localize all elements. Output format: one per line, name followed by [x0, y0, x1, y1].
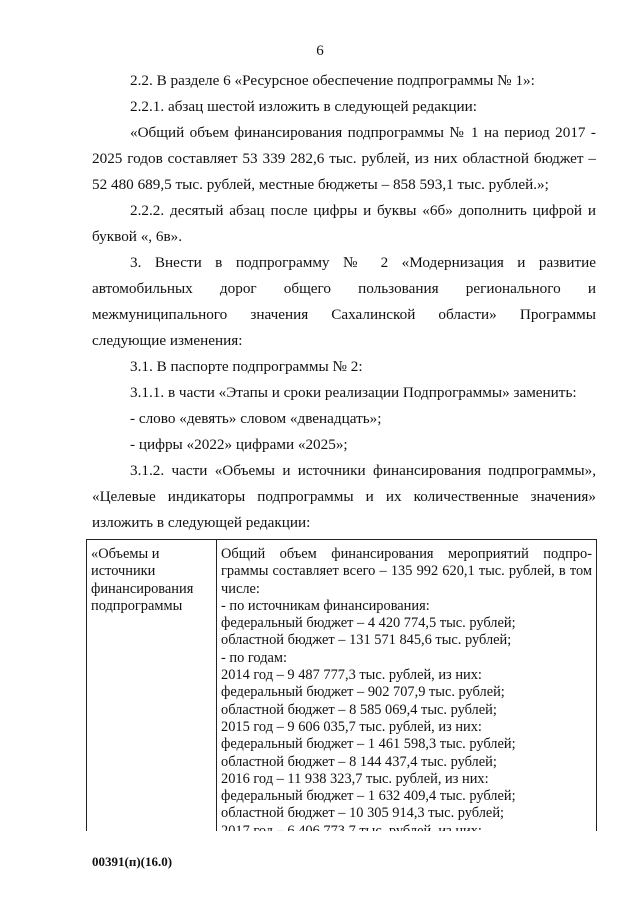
paragraph: 3.1.2. части «Объемы и источники финансирования подпрограммы», «Целевые индикаторы подпрограммы и их количественные значения» изложить в следующей редакции:	[92, 462, 596, 531]
financing-line: федеральный бюджет – 1 632 409,4 тыс. рублей;	[221, 788, 516, 805]
financing-line: областной бюджет – 10 305 914,3 тыс. рублей;	[221, 805, 505, 822]
paragraph: 2.2. В разделе 6 «Ресурсное обеспечение подпрограммы № 1»:	[130, 72, 535, 89]
list-item: - слово «девять» словом «двенадцать»;	[130, 410, 382, 427]
paragraph: 2.2.2. десятый абзац после цифры и буквы «6б» дополнить цифрой и буквой «, 6в».	[92, 202, 596, 245]
financing-line: федеральный бюджет – 1 461 598,3 тыс. рублей;	[221, 736, 516, 753]
financing-table	[86, 539, 597, 843]
financing-line: 2014 год – 9 487 777,3 тыс. рублей, из них:	[221, 667, 482, 684]
table-row	[87, 540, 597, 843]
financing-line: - по годам:	[221, 649, 288, 666]
paragraph: «Общий объем финансирования подпрограммы № 1 на период 2017 - 2025 годов составляет 53 339 282,6 тыс. рублей, из них областной бюджет – 52 480 689,5 тыс. рублей, местные бюджеты – 858 593,1 тыс. рублей.»;	[92, 124, 596, 193]
document-body	[92, 68, 596, 536]
financing-line: областной бюджет – 8 585 069,4 тыс. рублей;	[221, 701, 497, 718]
paragraph: 3.1. В паспорте подпрограммы № 2:	[130, 358, 363, 375]
financing-line: областной бюджет – 131 571 845,6 тыс. рублей;	[221, 632, 512, 649]
table-content-cell	[217, 540, 597, 843]
paragraph: 3. Внести в подпрограмму № 2 «Модернизация и развитие автомобильных дорог общего пользования регионального и межмуниципального значения Сахалинской области» Программы следующие изменения:	[92, 254, 596, 349]
financing-line: областной бюджет – 8 144 437,4 тыс. рублей;	[221, 753, 497, 770]
financing-line: федеральный бюджет – 902 707,9 тыс. рублей;	[221, 684, 505, 701]
financing-line: - по источникам финансирования:	[221, 597, 430, 614]
page-number: 6	[316, 43, 324, 59]
table-label-cell: «Объемы и источники финансирования подпрограммы	[87, 540, 217, 843]
paragraph: 2.2.1. абзац шестой изложить в следующей редакции:	[130, 98, 477, 115]
paragraph: 3.1.1. в части «Этапы и сроки реализации Подпрограммы» заменить:	[130, 384, 577, 401]
document-code: 00391(п)(16.0)	[92, 854, 173, 869]
financing-line: 2016 год – 11 938 323,7 тыс. рублей, из них:	[221, 770, 489, 787]
list-item: - цифры «2022» цифрами «2025»;	[130, 436, 348, 453]
financing-intro: Общий объем финансирования мероприятий подпро-граммы составляет всего – 135 992 620,1 тыс. рублей, в том числе:	[221, 546, 592, 597]
financing-line: федеральный бюджет – 4 420 774,5 тыс. рублей;	[221, 615, 516, 632]
financing-line: 2015 год – 9 606 035,7 тыс. рублей, из них:	[221, 718, 482, 735]
